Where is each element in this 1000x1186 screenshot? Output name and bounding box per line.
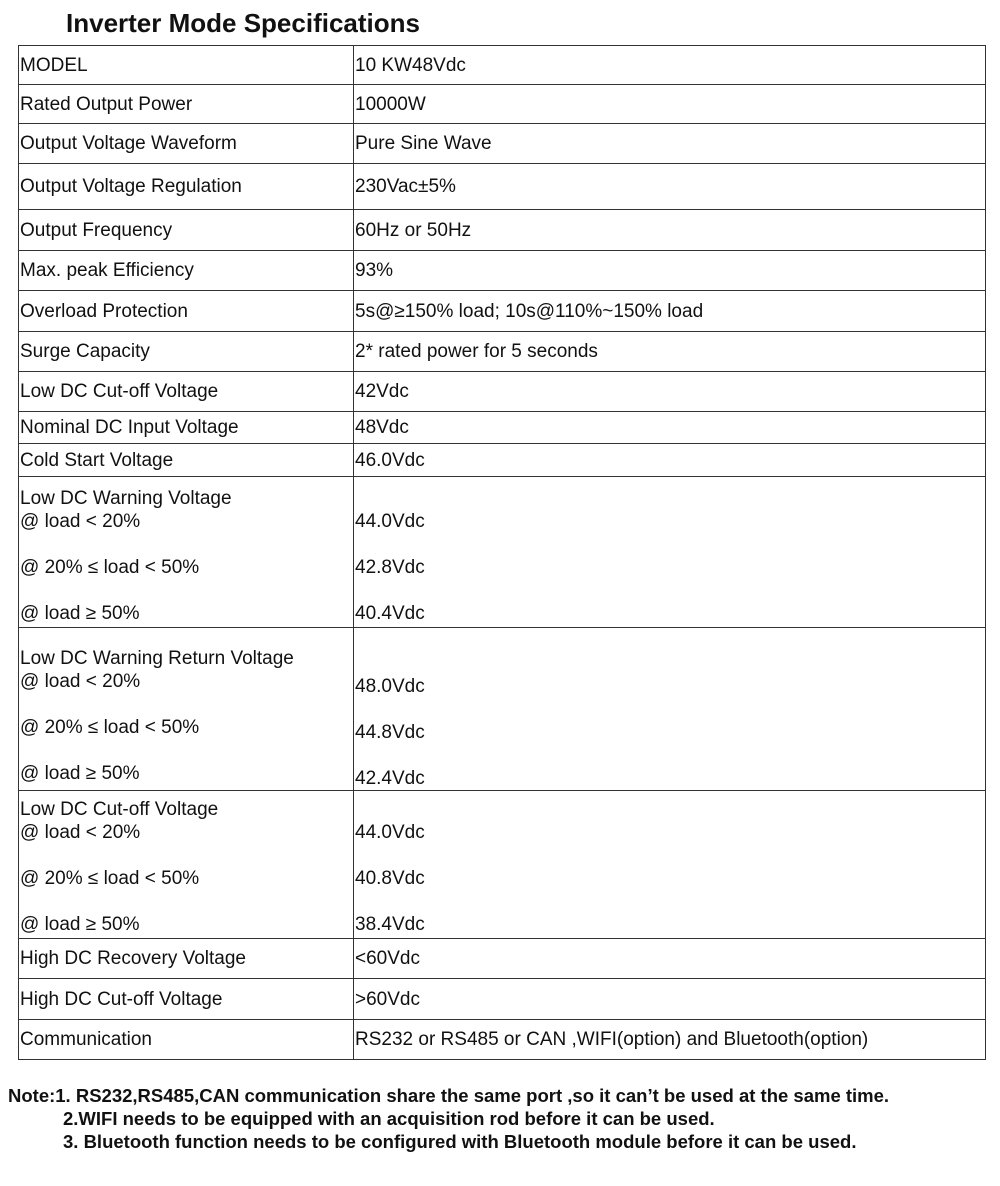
spec-group-values <box>354 628 986 791</box>
load-condition: @ load ≥ 50% <box>20 914 140 935</box>
table-row <box>19 1020 986 1060</box>
spec-table <box>18 45 986 1060</box>
spec-group-label <box>19 477 354 628</box>
spec-value: RS232 or RS485 or CAN ,WIFI(option) and Bluetooth(option) <box>354 1020 986 1060</box>
notes-section <box>8 1084 889 1153</box>
spec-group-values <box>354 477 986 628</box>
spec-value: 42.4Vdc <box>355 767 425 789</box>
spec-value: 10000W <box>354 85 986 124</box>
table-row-group <box>19 791 986 939</box>
load-condition: @ load < 20% <box>20 510 141 532</box>
spec-label: Surge Capacity <box>19 332 354 372</box>
spec-value: 40.8Vdc <box>355 868 425 889</box>
table-row <box>19 251 986 291</box>
spec-value: 93% <box>354 251 986 291</box>
spec-value: 48.0Vdc <box>355 675 425 697</box>
load-condition: @ 20% ≤ load < 50% <box>20 716 200 738</box>
load-condition: @ 20% ≤ load < 50% <box>20 868 200 889</box>
table-row <box>19 291 986 332</box>
group-heading: Low DC Warning Voltage <box>20 487 232 509</box>
table-row-group <box>19 628 986 791</box>
spec-label: Low DC Cut-off Voltage <box>19 372 354 412</box>
table-row <box>19 85 986 124</box>
spec-label: Output Frequency <box>19 210 354 251</box>
spec-value: 44.8Vdc <box>355 721 425 743</box>
spec-value: 44.0Vdc <box>355 510 425 532</box>
note-line: Note:1. RS232,RS485,CAN communication share the same port ,so it can’t be used at the same time. <box>8 1085 890 1106</box>
spec-value: >60Vdc <box>354 979 986 1020</box>
load-condition: @ load < 20% <box>20 670 141 692</box>
table-row <box>19 939 986 979</box>
group-heading: Low DC Warning Return Voltage <box>20 647 294 669</box>
spec-label: Output Voltage Regulation <box>19 164 354 210</box>
spec-group-values <box>354 791 986 939</box>
table-row <box>19 979 986 1020</box>
spec-group-label <box>19 791 354 939</box>
spec-label: High DC Recovery Voltage <box>19 939 354 979</box>
spec-value: 40.4Vdc <box>355 602 425 624</box>
spec-label: Rated Output Power <box>19 85 354 124</box>
table-row <box>19 372 986 412</box>
table-row <box>19 332 986 372</box>
load-condition: @ 20% ≤ load < 50% <box>20 556 200 578</box>
spec-value: <60Vdc <box>354 939 986 979</box>
spec-label: MODEL <box>19 46 354 85</box>
load-condition: @ load < 20% <box>20 822 141 843</box>
note-line: 3. Bluetooth function needs to be configured with Bluetooth module before it can be used. <box>63 1131 857 1152</box>
spec-value: 42Vdc <box>354 372 986 412</box>
group-heading: Low DC Cut-off Voltage <box>20 799 219 820</box>
spec-label: Output Voltage Waveform <box>19 124 354 164</box>
spec-value: 5s@≥150% load; 10s@110%~150% load <box>354 291 986 332</box>
spec-value: 48Vdc <box>354 412 986 444</box>
table-row-group <box>19 477 986 628</box>
table-row <box>19 412 986 444</box>
spec-value: 38.4Vdc <box>355 914 425 935</box>
spec-value: Pure Sine Wave <box>354 124 986 164</box>
spec-value: 10 KW48Vdc <box>354 46 986 85</box>
spec-value: 42.8Vdc <box>355 556 425 578</box>
spec-label: Overload Protection <box>19 291 354 332</box>
spec-label: Nominal DC Input Voltage <box>19 412 354 444</box>
load-condition: @ load ≥ 50% <box>20 762 140 784</box>
spec-label: High DC Cut-off Voltage <box>19 979 354 1020</box>
note-line: 2.WIFI needs to be equipped with an acquisition rod before it can be used. <box>63 1108 715 1129</box>
spec-label: Communication <box>19 1020 354 1060</box>
page-title: Inverter Mode Specifications <box>66 8 420 38</box>
table-row <box>19 210 986 251</box>
spec-value: 44.0Vdc <box>355 822 425 843</box>
table-row <box>19 444 986 477</box>
spec-group-label <box>19 628 354 791</box>
spec-value: 60Hz or 50Hz <box>354 210 986 251</box>
spec-label: Max. peak Efficiency <box>19 251 354 291</box>
table-row <box>19 164 986 210</box>
spec-value: 2* rated power for 5 seconds <box>354 332 986 372</box>
load-condition: @ load ≥ 50% <box>20 602 140 624</box>
table-row <box>19 124 986 164</box>
table-row <box>19 46 986 85</box>
spec-label: Cold Start Voltage <box>19 444 354 477</box>
spec-value: 46.0Vdc <box>354 444 986 477</box>
spec-value: 230Vac±5% <box>354 164 986 210</box>
